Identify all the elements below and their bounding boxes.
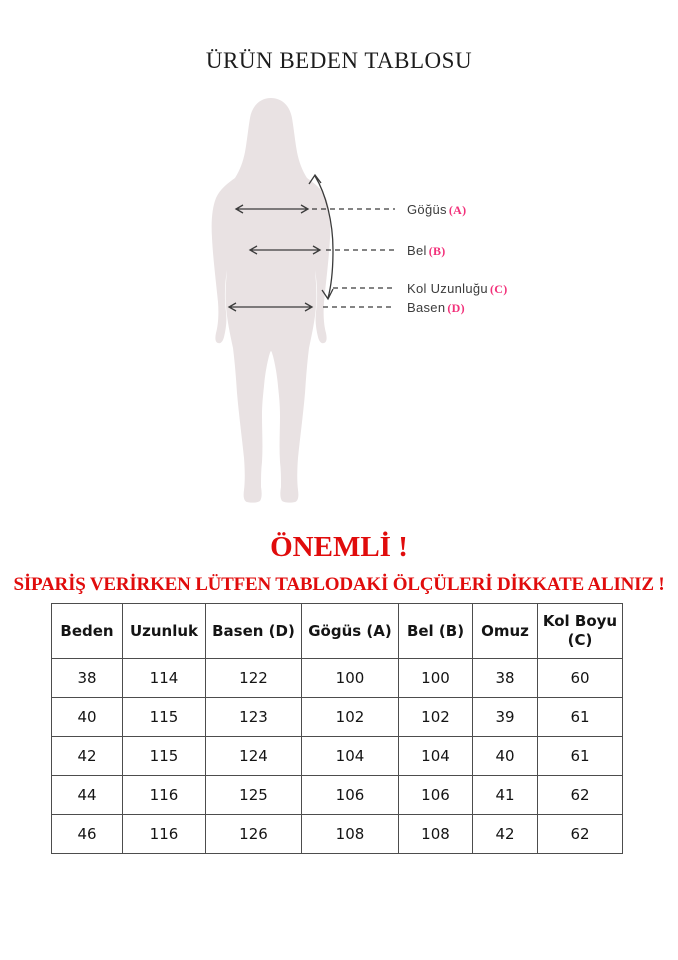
measurement-letter: (D) <box>447 301 465 315</box>
column-header-bel: Bel (B) <box>399 604 473 659</box>
measurement-label-text: Kol Uzunluğu <box>407 281 488 296</box>
measurement-label-chest <box>407 202 466 218</box>
table-cell: 40 <box>52 698 123 737</box>
table-cell: 40 <box>473 737 538 776</box>
table-row <box>52 815 623 854</box>
table-cell: 62 <box>538 815 623 854</box>
column-header-basen: Basen (D) <box>206 604 302 659</box>
column-header-gogus: Gögüs (A) <box>302 604 399 659</box>
table-cell: 116 <box>123 776 206 815</box>
page-title: ÜRÜN BEDEN TABLOSU <box>205 48 473 73</box>
table-cell: 60 <box>538 659 623 698</box>
column-header-kol-boyu: Kol Boyu (C) <box>538 604 623 659</box>
warning-text: SİPARİŞ VERİRKEN LÜTFEN TABLODAKİ ÖLÇÜLERİ DİKKATE ALINIZ ! <box>13 574 665 595</box>
table-cell: 44 <box>52 776 123 815</box>
table-cell: 102 <box>399 698 473 737</box>
table-cell: 100 <box>302 659 399 698</box>
table-cell: 102 <box>302 698 399 737</box>
measurement-letter: (A) <box>448 203 467 217</box>
column-header-omuz: Omuz <box>473 604 538 659</box>
table-cell: 61 <box>538 737 623 776</box>
table-cell: 106 <box>399 776 473 815</box>
table-cell: 100 <box>399 659 473 698</box>
table-row <box>52 659 623 698</box>
table-cell: 38 <box>52 659 123 698</box>
table-cell: 104 <box>302 737 399 776</box>
column-header-beden: Beden <box>52 604 123 659</box>
body-measurement-diagram <box>190 86 410 510</box>
table-cell: 108 <box>302 815 399 854</box>
important-heading: ÖNEMLİ ! <box>270 531 408 563</box>
table-cell: 39 <box>473 698 538 737</box>
table-cell: 115 <box>123 698 206 737</box>
size-table-header <box>52 604 623 659</box>
table-cell: 62 <box>538 776 623 815</box>
table-cell: 123 <box>206 698 302 737</box>
table-cell: 42 <box>52 737 123 776</box>
column-header-uzunluk: Uzunluk <box>123 604 206 659</box>
body-diagram-svg <box>190 86 410 510</box>
measurement-letter: (C) <box>489 282 508 296</box>
table-cell: 125 <box>206 776 302 815</box>
measurement-label-hip <box>407 300 465 316</box>
table-row <box>52 776 623 815</box>
table-cell: 114 <box>123 659 206 698</box>
body-silhouette <box>212 98 331 503</box>
table-cell: 115 <box>123 737 206 776</box>
size-table-body <box>52 659 623 854</box>
measurement-label-waist <box>407 243 446 259</box>
table-cell: 41 <box>473 776 538 815</box>
table-cell: 61 <box>538 698 623 737</box>
table-cell: 108 <box>399 815 473 854</box>
table-cell: 46 <box>52 815 123 854</box>
table-cell: 42 <box>473 815 538 854</box>
table-cell: 104 <box>399 737 473 776</box>
table-row <box>52 698 623 737</box>
table-cell: 126 <box>206 815 302 854</box>
table-cell: 116 <box>123 815 206 854</box>
table-cell: 106 <box>302 776 399 815</box>
measurement-label-arm-length <box>407 281 508 297</box>
measurement-label-text: Basen <box>407 300 446 315</box>
table-row <box>52 737 623 776</box>
size-table <box>51 603 623 854</box>
header-row <box>52 604 623 659</box>
table-cell: 124 <box>206 737 302 776</box>
measurement-label-text: Bel <box>407 243 427 258</box>
table-cell: 38 <box>473 659 538 698</box>
measurement-letter: (B) <box>428 244 446 258</box>
measurement-label-text: Göğüs <box>407 202 447 217</box>
table-cell: 122 <box>206 659 302 698</box>
